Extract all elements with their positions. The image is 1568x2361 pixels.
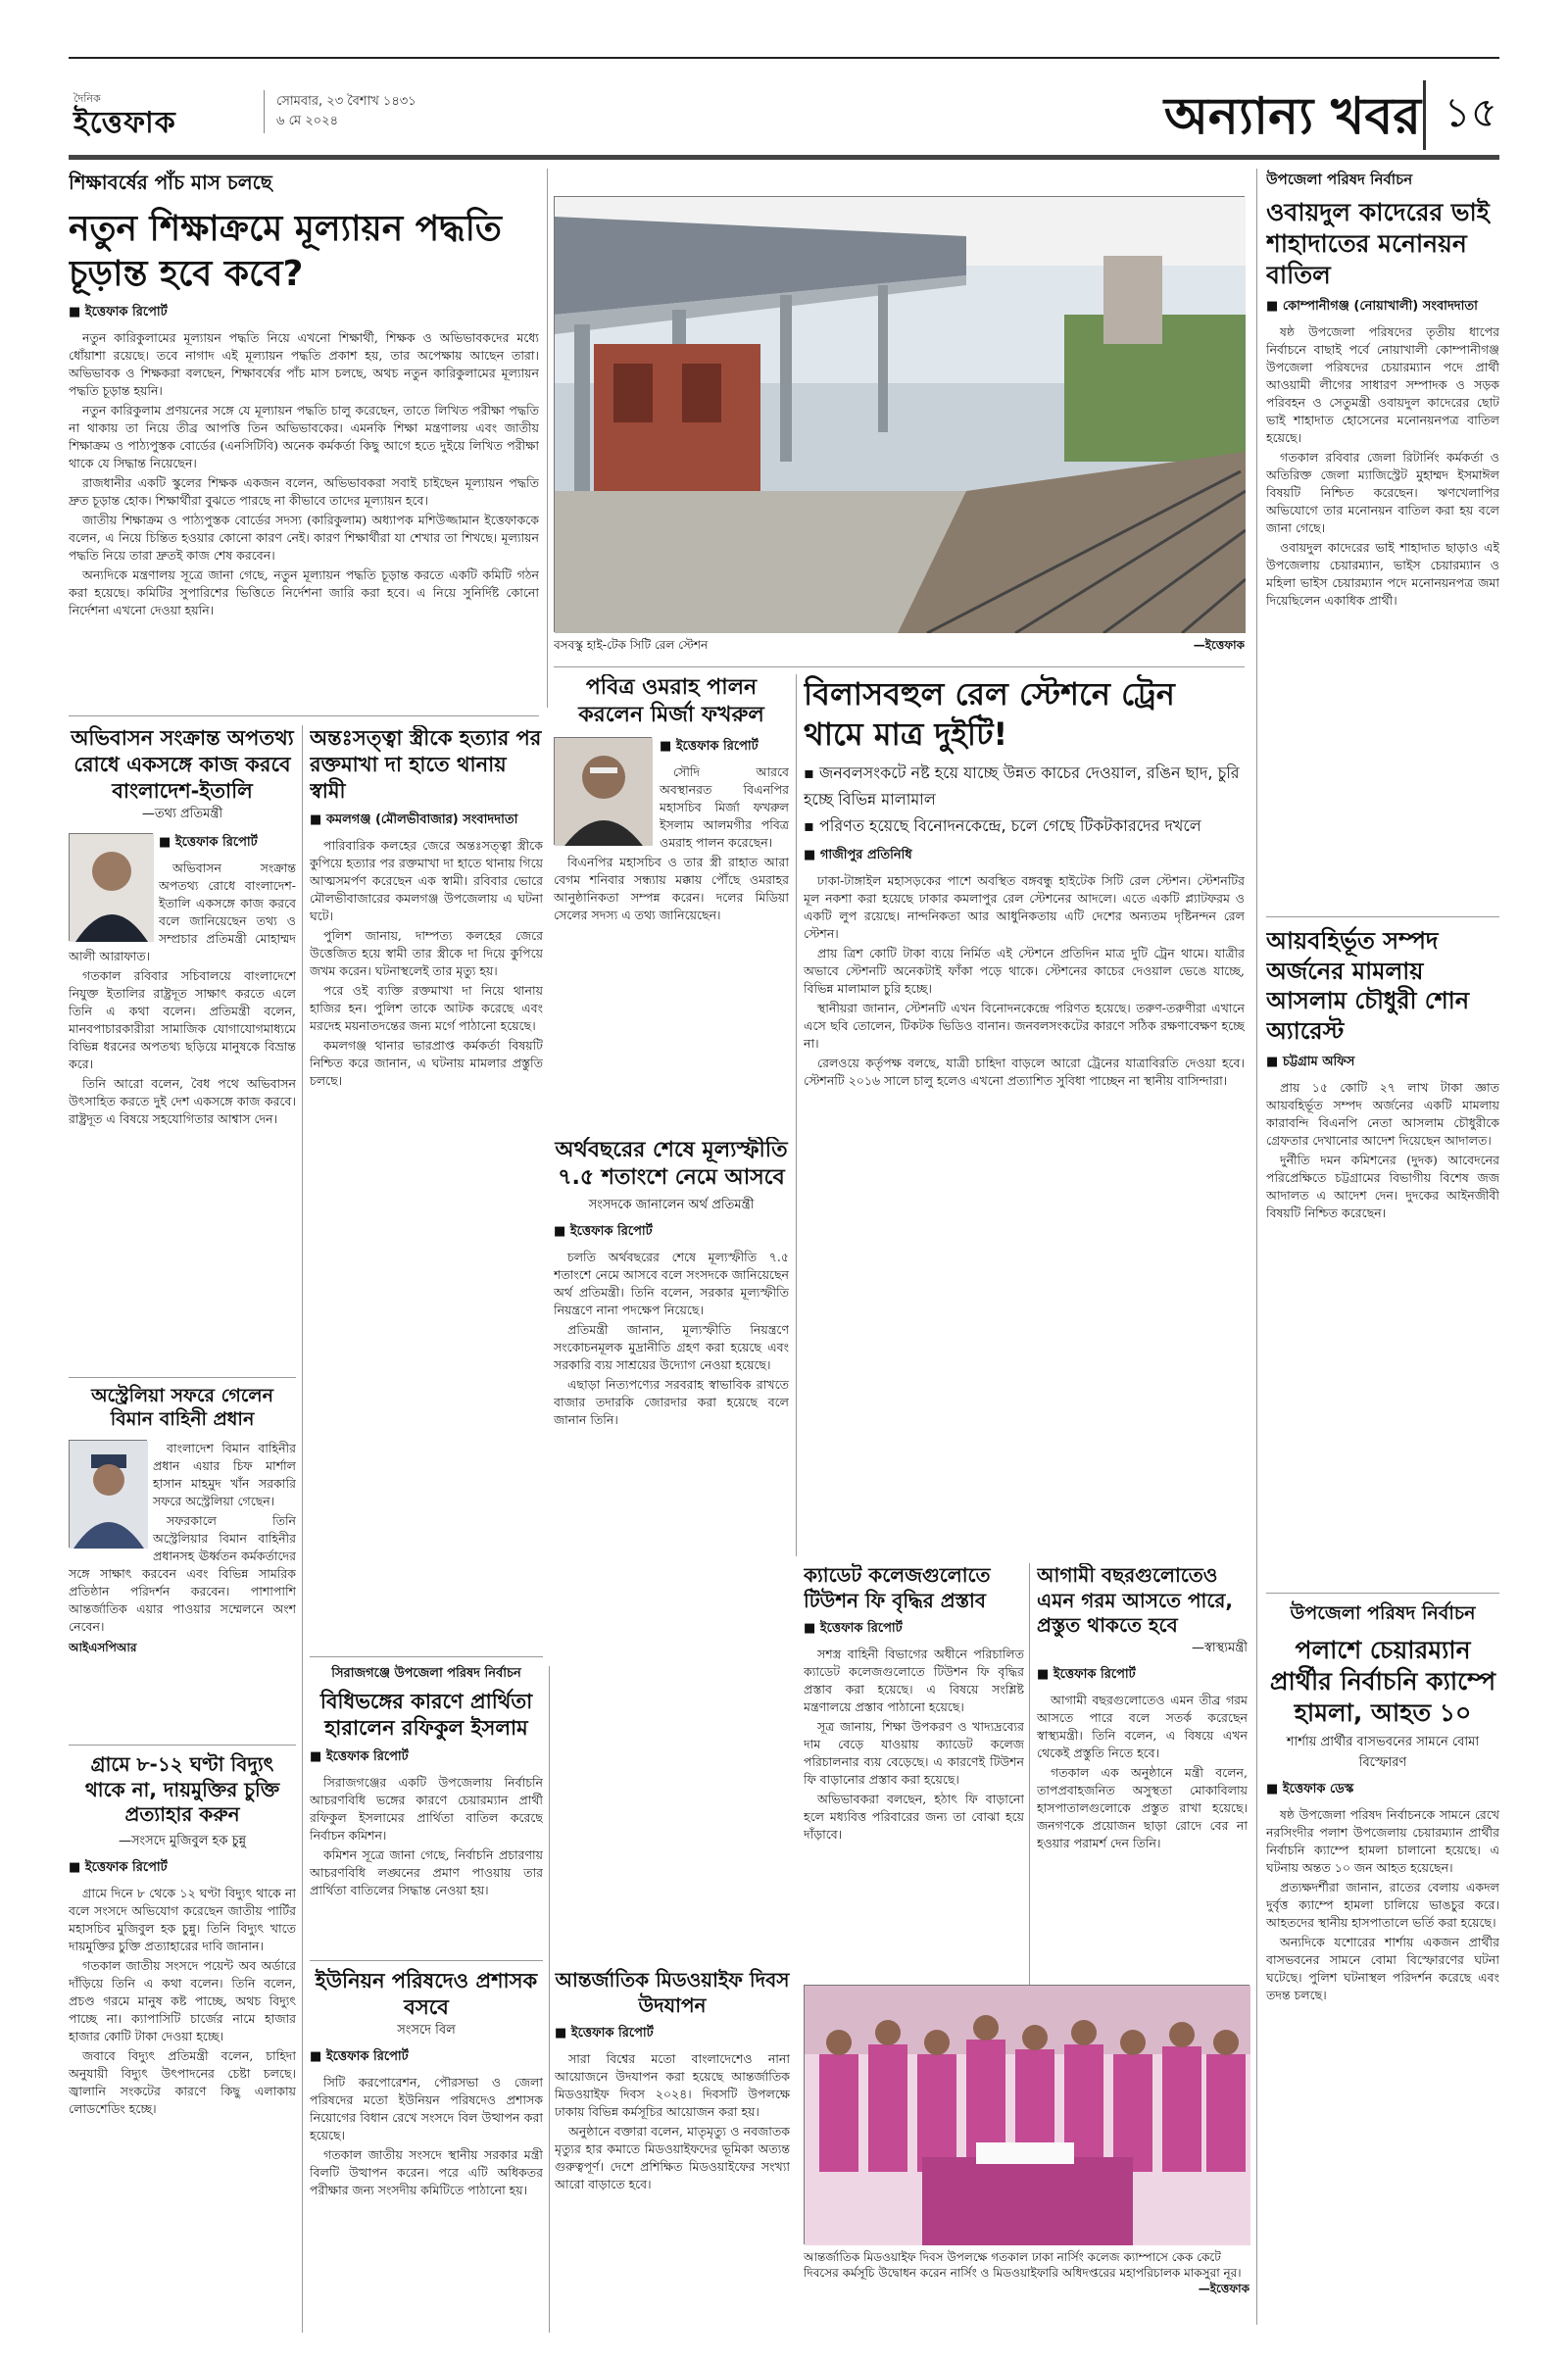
column-divider bbox=[1029, 1563, 1030, 1985]
airforce-chief-photo bbox=[69, 1440, 147, 1548]
migration-paragraph: গতকাল রবিবার সচিবালয়ে বাংলাদেশে নিযুক্ত ইতালির রাষ্ট্রদূত সাক্ষাৎ করতে এলে তিনি এ কথা বলেন। প্রতিমন্ত্রী বলেন, মানবপাচারকারীরা সামাজিক যোগাযোগমাধ্যমে বিভিন্ন ধরনের অপতথ্য ছড়িয়ে মানুষকে বিভ্রান্ত করে। bbox=[69, 967, 296, 1071]
logo-main-text: ইত্তেফাক bbox=[74, 106, 176, 140]
right-story-paragraph: ওবায়দুল কাদেরের ভাই শাহাদাত ছাড়াও এই উপজেলায় চেয়ারম্যান, ভাইস চেয়ারম্যান ও মহিলা ভাইস চেয়ারম্যান পদে মনোনয়নপত্র জমা দিয়েছিলেন একাধিক প্রার্থী। bbox=[1266, 540, 1499, 608]
migration-paragraph: তিনি আরো বলেন, বৈধ পথে অভিবাসন উৎসাহিত করতে দুই দেশ একসঙ্গে কাজ করবে। রাষ্ট্রদূত এ বিষয়ে সহযোগিতার আশ্বাস দেন। bbox=[69, 1075, 296, 1126]
midwife-photo-caption-box bbox=[804, 2249, 1250, 2328]
power-byline-text: ইত্তেফাক রিপোর্ট bbox=[84, 1859, 168, 1875]
section-divider bbox=[69, 1745, 296, 1746]
column-divider bbox=[1256, 169, 1257, 2325]
migration-story bbox=[69, 725, 296, 1372]
section-divider bbox=[310, 1656, 543, 1657]
palash-headline: পলাশে চেয়ারম্যান প্রার্থীর নির্বাচনি ক্যাম্পে হামলা, আহত ১০ bbox=[1269, 1636, 1496, 1727]
lead-byline-text: ইত্তেফাক রিপোর্ট bbox=[84, 305, 168, 320]
masthead-bottom-rule bbox=[69, 155, 1499, 160]
rail-byline: ■ গাজীপুর প্রতিনিধি bbox=[804, 847, 912, 862]
cadet-paragraph: সূত্র জানায়, শিক্ষা উপকরণ ও খাদ্যদ্রব্যের দাম বেড়ে যাওয়ায় ক্যাডেট কলেজ পরিচালনার ব্যয় বেড়েছে। এ কারণেই টিউশন ফি বাড়ানোর প্রস্তাব করা হয়েছে। bbox=[804, 1719, 1024, 1788]
rail-byline-text: গাজীপুর প্রতিনিধি bbox=[819, 847, 912, 862]
right-story-byline: ■ কোম্পানীগঞ্জ (নোয়াখালী) সংবাদদাতা bbox=[1266, 299, 1478, 314]
fakhrul-paragraph: সৌদি আরবে অবস্থানরত বিএনপির মহাসচিব মির্জা ফখরুল ইসলাম আলমগীর পবিত্র ওমরাহ পালন করেছেন। bbox=[660, 764, 789, 851]
union-headline: ইউনিয়ন পরিষদেও প্রশাসক বসবে bbox=[315, 1969, 538, 2019]
inflation-subheadline: সংসদকে জানালেন অর্থ প্রতিমন্ত্রী bbox=[588, 1198, 755, 1213]
power-headline: গ্রামে ৮-১২ ঘণ্টা বিদ্যুৎ থাকে না, দায়মুক্তির চুক্তি প্রত্যাহার করুন bbox=[84, 1752, 280, 1827]
inflation-paragraph: চলতি অর্থবছরের শেষে মূল্যস্ফীতি ৭.৫ শতাংশে নেমে আসবে বলে সংসদকে জানিয়েছেন অর্থ প্রতিমন্ত্রী। তিনি বলেন, সরকার মূল্যস্ফীতি নিয়ন্ত্রণে নানা পদক্ষেপ নিয়েছে। bbox=[554, 1250, 789, 1318]
rail-photo-caption: বসবস্কু হাই-টেক সিটি রেল স্টেশন bbox=[554, 638, 709, 652]
heat-byline: ■ ইত্তেফাক রিপোর্ট bbox=[1037, 1666, 1136, 1682]
lead-body bbox=[69, 329, 539, 619]
midwife-body bbox=[555, 2050, 790, 2193]
date-bengali: সোমবার, ২৩ বৈশাখ ১৪৩১ bbox=[276, 94, 416, 109]
section-divider bbox=[310, 1960, 543, 1961]
cadet-headline: ক্যাডেট কলেজগুলোতে টিউশন ফি বৃদ্ধির প্রস্তাব bbox=[804, 1563, 991, 1612]
masthead-top-rule bbox=[69, 57, 1499, 59]
lead-paragraph: নতুন কারিকুলাম প্রণয়নের সঙ্গে যে মূল্যায়ন পদ্ধতি চালু করেছেন, তাতে লিখিত পরীক্ষা পদ্ধতি না থাকায় তা নিয়ে তীব্র আপত্তি তিন অভিভাবকের। এমনকি শিক্ষা মন্ত্রণালয় এবং জাতীয় শিক্ষাক্রম ও পাঠ্যপুস্তক বোর্ডের (এনসিটিবি) অনেক কর্মকর্তা কিছু আগে হতে দুইয়ে লিখিত পরীক্ষা থাকে যে সিদ্ধান্ত নিয়েছেন। bbox=[69, 403, 539, 471]
midwife-byline-text: ইত্তেফাক রিপোর্ট bbox=[570, 2026, 654, 2041]
rail-bullet: ▪ জনবলসংকটে নষ্ট হয়ে যাচ্ছে উন্নত কাচের দেওয়াল, রঙিন ছাদ, চুরি হচ্ছে বিভিন্ন মালামাল bbox=[804, 761, 1245, 813]
rail-photo-caption-row bbox=[554, 637, 1245, 657]
palash-byline-text: ইত্তেফাক ডেস্ক bbox=[1282, 1782, 1354, 1796]
palash-body bbox=[1266, 1806, 1499, 2004]
murder-byline-text: কমলগঞ্জ (মৌলভীবাজার) সংবাদদাতা bbox=[325, 812, 518, 827]
fakhrul-story bbox=[554, 674, 789, 1086]
lead-paragraph: নতুন কারিকুলামের মূল্যায়ন পদ্ধতি নিয়ে এখনো শিক্ষার্থী, শিক্ষক ও অভিভাবকদের মধ্যে ধোঁয়াশা রয়েছে। তবে নাগাদ এই মূল্যায়ন পদ্ধতি প্রকাশ হয়, তার অপেক্ষায় আছেন তারা। অভিভাবক ও শিক্ষকরা বলছেন, শিক্ষাবর্ষের পাঁচ মাস চলছে, অথচ নতুন কারিকুলামের মূল্যায়ন পদ্ধতি চূড়ান্ত হয়নি। bbox=[69, 330, 539, 399]
palash-kicker: উপজেলা পরিষদ নির্বাচন bbox=[1290, 1602, 1476, 1624]
aslam-paragraph: দুর্নীতি দমন কমিশনের (দুদক) আবেদনের পরিপ্রেক্ষিতে চট্টগ্রামের বিভাগীয় বিশেষ জজ আদালত এ আদেশ দেন। দুদকের আইনজীবী বিষয়টি নিশ্চিত করেছেন। bbox=[1266, 1152, 1499, 1220]
heat-byline-text: ইত্তেফাক রিপোর্ট bbox=[1053, 1666, 1136, 1682]
union-byline: ■ ইত্তেফাক রিপোর্ট bbox=[310, 2048, 409, 2064]
murder-byline: ■ কমলগঞ্জ (মৌলভীবাজার) সংবাদদাতা bbox=[310, 812, 518, 827]
heat-subheadline: —স্বাস্থ্যমন্ত্রী bbox=[1191, 1640, 1248, 1655]
sirajganj-paragraph: কমিশন সূত্রে জানা গেছে, নির্বাচনি প্রচারণায় আচরণবিধি লঙ্ঘনের প্রমাণ পাওয়ায় তার প্রার্থিতা বাতিলের সিদ্ধান্ত নেওয়া হয়। bbox=[310, 1846, 543, 1897]
migration-subheadline: —তথ্য প্রতিমন্ত্রী bbox=[141, 806, 223, 821]
person-icon bbox=[70, 1441, 148, 1549]
page-number: ১৫ bbox=[1423, 80, 1497, 150]
fakhrul-byline: ■ ইত্তেফাক রিপোর্ট bbox=[660, 739, 759, 755]
heat-paragraph: আগামী বছরগুলোতেও এমন তীব্র গরম আসতে পারে বলে সতর্ক করেছেন স্বাস্থ্যমন্ত্রী। তিনি বলেন, এ বিষয়ে এখন থেকেই প্রস্তুতি নিতে হবে। bbox=[1037, 1692, 1248, 1760]
power-story bbox=[69, 1752, 296, 2340]
right-story-headline: ওবায়দুল কাদেরের ভাই শাহাদাতের মনোনয়ন বাতিল bbox=[1266, 198, 1490, 289]
aslam-byline: ■ চট্টগ্রাম অফিস bbox=[1266, 1054, 1355, 1069]
inflation-body bbox=[554, 1249, 789, 1429]
section-divider bbox=[554, 666, 1245, 667]
murder-body bbox=[310, 837, 543, 1090]
rail-paragraph: রেলওয়ে কর্তৃপক্ষ বলছে, যাত্রী চাহিদা বাড়লে আরো ট্রেনের যাত্রাবিরতি দেওয়া হবে। স্টেশনটি ২০১৬ সালে চালু হলেও এখনো প্রত্যাশিত সুবিধা পাচ্ছেন না স্থানীয় বাসিন্দারা। bbox=[804, 1055, 1245, 1088]
power-subheadline: —সংসদে মুজিবুল হক চুন্নু bbox=[118, 1833, 247, 1848]
arafat-photo bbox=[69, 833, 153, 941]
aslam-byline-text: চট্টগ্রাম অফিস bbox=[1282, 1054, 1355, 1069]
midwife-paragraph: সারা বিশ্বের মতো বাংলাদেশেও নানা আয়োজনে উদযাপন করা হয়েছে আন্তর্জাতিক মিডওয়াইফ দিবস ২০২৪। দিবসটি উপলক্ষে ঢাকায় বিভিন্ন কর্মসূচির আয়োজন করা হয়। bbox=[555, 2051, 790, 2120]
union-story bbox=[310, 1968, 543, 2340]
inflation-paragraph: এছাড়া নিত্যপণ্যের সরবরাহ স্বাভাবিক রাখতে বাজার তদারকি জোরদার করা হয়েছে বলে জানান তিনি। bbox=[554, 1377, 789, 1428]
cadet-byline-text: ইত্তেফাক রিপোর্ট bbox=[819, 1621, 903, 1637]
right-story-paragraph: গতকাল রবিবার জেলা রিটার্নিং কর্মকর্তা ও অতিরিক্ত জেলা ম্যাজিস্ট্রেট মুহাম্মদ ইসমাঈল বিষয়টি নিশ্চিত করেছেন। ঋণখেলাপির অভিযোগে তার মনোনয়ন বাতিল করা হয় বলে জানা গেছে। bbox=[1266, 450, 1499, 535]
migration-headline: অভিবাসন সংক্রান্ত অপতথ্য রোধে একসঙ্গে কাজ করবে বাংলাদেশ-ইতালি bbox=[71, 726, 294, 803]
section-divider bbox=[1266, 916, 1499, 917]
sirajganj-headline: বিধিভঙ্গের কারণে প্রার্থিতা হারালেন রফিকুল ইসলাম bbox=[319, 1690, 533, 1740]
lead-story bbox=[69, 169, 539, 717]
sirajganj-body bbox=[310, 1774, 543, 1899]
rail-story bbox=[804, 674, 1245, 1556]
power-byline: ■ ইত্তেফাক রিপোর্ট bbox=[69, 1859, 168, 1875]
cadet-paragraph: সশস্ত্র বাহিনী বিভাগের অধীনে পরিচালিত ক্যাডেট কলেজগুলোতে টিউশন ফি বৃদ্ধির প্রস্তাব করা হয়েছে। এ বিষয়ে সংশ্লিষ্ট মন্ত্রণালয়ে প্রস্তাব পাঠানো হয়েছে। bbox=[804, 1647, 1024, 1715]
union-paragraph: সিটি করপোরেশন, পৌরসভা ও জেলা পরিষদের মতো ইউনিয়ন পরিষদেও প্রশাসক নিয়োগের বিধান রেখে সংসদে বিল উত্থাপন করা হয়েছে। bbox=[310, 2074, 543, 2142]
airforce-paragraph: সফরকালে তিনি অস্ট্রেলিয়ার বিমান বাহিনীর প্রধানসহ ঊর্ধ্বতন কর্মকর্তাদের সঙ্গে সাক্ষাৎ করবেন এবং বিভিন্ন সামরিক প্রতিষ্ঠান পরিদর্শন করবেন। পাশাপাশি আন্তর্জাতিক এয়ার পাওয়ার সম্মেলনে অংশ নেবেন। bbox=[69, 1512, 296, 1634]
right-column-story-3 bbox=[1266, 1599, 1499, 2335]
lead-paragraph: রাজধানীর একটি স্কুলের শিক্ষক একজন বলেন, অভিভাবকরা সবাই চাইছেন মূল্যায়ন পদ্ধতি দ্রুত চূড়ান্ত হোক। শিক্ষার্থীরা বুঝতে পারছে না কীভাবে তাদের মূল্যায়ন হবে। bbox=[69, 475, 539, 509]
migration-paragraph: অভিবাসন সংক্রান্ত অপতথ্য রোধে বাংলাদেশ-ইতালি একসঙ্গে কাজ করবে বলে জানিয়েছেন তথ্য ও সম্প্রচার প্রতিমন্ত্রী মোহাম্মদ আলী আরাফাত। bbox=[69, 860, 296, 963]
power-paragraph: গতকাল জাতীয় সংসদে পয়েন্ট অব অর্ডারে দাঁড়িয়ে তিনি এ কথা বলেন। তিনি বলেন, প্রচণ্ড গরমে মানুষ কষ্ট পাচ্ছে, অথচ বিদ্যুৎ পাচ্ছে না। ক্যাপাসিটি চার্জের নামে হাজার হাজার কোটি টাকা দেওয়া হচ্ছে। bbox=[69, 1957, 296, 2043]
rail-station-photo bbox=[554, 196, 1245, 632]
lead-byline: ■ ইত্তেফাক রিপোর্ট bbox=[69, 305, 168, 320]
airforce-credit: আইএসপিআর bbox=[69, 1640, 137, 1654]
right-story-byline-text: কোম্পানীগঞ্জ (নোয়াখালী) সংবাদদাতা bbox=[1282, 299, 1478, 314]
murder-paragraph: পারিবারিক কলহের জেরে অন্তঃসত্ত্বা স্ত্রীকে কুপিয়ে হত্যার পর রক্তমাখা দা হাতে থানায় গিয়ে আত্মসমর্পণ করেছেন এক স্বামী। রবিবার ভোরে মৌলভীবাজারের কমলগঞ্জ উপজেলায় এ ঘটনা ঘটে। bbox=[310, 837, 543, 923]
logo-small-text: দৈনিক bbox=[74, 92, 101, 105]
right-story-body bbox=[1266, 323, 1499, 610]
rail-headline: বিলাসবহুল রেল স্টেশনে ট্রেন থামে মাত্র দুইটি! bbox=[804, 675, 1175, 753]
cadet-byline: ■ ইত্তেফাক রিপোর্ট bbox=[804, 1621, 903, 1637]
date-box bbox=[276, 92, 472, 131]
rail-bullet: ▪ পরিণত হয়েছে বিনোদনকেন্দ্রে, চলে গেছে টিকটকারদের দখলে bbox=[804, 813, 1245, 840]
midwife-photo-caption: আন্তর্জাতিক মিডওয়াইফ দিবস উপলক্ষে গতকাল ঢাকা নার্সিং কলেজ ক্যাম্পাসে কেক কেটে দিবসের কর্মসূচি উদ্বোধন করেন নার্সিং ও মিডওয়াইফারি অধিদপ্তরের মহাপরিচালক মাকসুরা নূর। bbox=[804, 2250, 1242, 2280]
inflation-story bbox=[554, 1137, 789, 1666]
murder-paragraph: পুলিশ জানায়, দাম্পত্য কলহের জেরে উত্তেজিত হয়ে স্বামী তার স্ত্রীকে দা দিয়ে কুপিয়ে জখম করেন। ঘটনাস্থলেই তার মৃত্যু হয়। bbox=[310, 927, 543, 978]
lead-paragraph: অন্যদিকে মন্ত্রণালয় সূত্রে জানা গেছে, নতুন মূল্যায়ন পদ্ধতি চূড়ান্ত করতে একটি কমিটি গঠন করা হয়েছে। কমিটির সুপারিশের ভিত্তিতে নির্দেশনা জারি করা হবে। এ নিয়ে সুনির্দিষ্ট কোনো নির্দেশনা এখনো দেওয়া হয়নি। bbox=[69, 567, 539, 618]
sirajganj-byline: ■ ইত্তেফাক রিপোর্ট bbox=[310, 1748, 409, 1764]
person-icon bbox=[555, 738, 653, 846]
lead-paragraph: জাতীয় শিক্ষাক্রম ও পাঠ্যপুস্তক বোর্ডের সদস্য (কারিকুলাম) অধ্যাপক মশিউজ্জামান ইত্তেফাককে বলেন, এ নিয়ে চিন্তিত হওয়ার কোনো কারণ নেই। কারণ শিক্ষার্থীরা যা শেখার তা শিখছে। মূল্যায়ন পদ্ধতি নিয়ে তারা দ্রুতই কাজ শেষ করবেন। bbox=[69, 513, 539, 564]
aslam-paragraph: প্রায় ১৫ কোটি ২৭ লাখ টাকা জ্ঞাত আয়বহির্ভূত সম্পদ অর্জনের একটি মামলায় কারাবন্দি বিএনপি নেতা আসলাম চৌধুরীকে গ্রেফতার দেখানোর আদেশ দিয়েছেন আদালত। bbox=[1266, 1079, 1499, 1148]
cadet-paragraph: অভিভাবকরা বলছেন, হঠাৎ ফি বাড়ানো হলে মধ্যবিত্ত পরিবারের জন্য তা বোঝা হয়ে দাঁড়াবে। bbox=[804, 1792, 1024, 1843]
union-body bbox=[310, 2074, 543, 2199]
power-paragraph: জবাবে বিদ্যুৎ প্রতিমন্ত্রী বলেন, চাহিদা অনুযায়ী বিদ্যুৎ উৎপাদনের চেষ্টা চলছে। জ্বালানি সংকটের কারণে কিছু এলাকায় লোডশেডিং হচ্ছে। bbox=[69, 2047, 296, 2116]
palash-paragraph: অন্যদিকে যশোরের শার্শায় একজন প্রার্থীর বাসভবনের সামনে বোমা বিস্ফোরণের ঘটনা ঘটেছে। পুলিশ ঘটনাস্থল পরিদর্শন করেছে এবং তদন্ত চলছে। bbox=[1266, 1935, 1499, 2002]
sirajganj-paragraph: সিরাজগঞ্জের একটি উপজেলায় নির্বাচনি আচরণবিধি ভঙ্গের কারণে চেয়ারম্যান প্রার্থী রফিকুল ইসলামের প্রার্থিতা বাতিল করেছে নির্বাচন কমিশন। bbox=[310, 1774, 543, 1843]
murder-paragraph: পরে ওই ব্যক্তি রক্তমাখা দা নিয়ে থানায় হাজির হন। পুলিশ তাকে আটক করেছে এবং মরদেহ ময়নাতদন্তের জন্য মর্গে পাঠানো হয়েছে। bbox=[310, 982, 543, 1033]
rail-body bbox=[804, 872, 1245, 1092]
midwife-byline: ■ ইত্তেফাক রিপোর্ট bbox=[555, 2026, 654, 2041]
lead-headline: নতুন শিক্ষাক্রমে মূল্যায়ন পদ্ধতি চূড়ান্ত হবে কবে? bbox=[69, 209, 502, 295]
rail-paragraph: স্থানীয়রা জানান, স্টেশনটি এখন বিনোদনকেন্দ্রে পরিণত হয়েছে। তরুণ-তরুণীরা এখানে এসে ছবি তোলেন, টিকটক ভিডিও বানান। জনবলসংকটের কারণে সঠিক রক্ষণাবেক্ষণ হচ্ছে না। bbox=[804, 1000, 1245, 1051]
cadet-story bbox=[804, 1563, 1024, 1975]
fakhrul-photo bbox=[554, 737, 652, 845]
murder-paragraph: কমলগঞ্জ থানার ভারপ্রাপ্ত কর্মকর্তা বিষয়টি নিশ্চিত করে জানান, এ ঘটনায় মামলার প্রস্তুতি চলছে। bbox=[310, 1037, 543, 1088]
midwife-headline: আন্তর্জাতিক মিডওয়াইফ দিবস উদযাপন bbox=[555, 1968, 790, 2017]
right-column-story-2 bbox=[1266, 926, 1499, 1602]
inflation-headline: অর্থবছরের শেষে মূল্যস্ফীতি ৭.৫ শতাংশে নেমে আসবে bbox=[555, 1138, 788, 1191]
rail-photo-credit: —ইত্তেফাক bbox=[1193, 638, 1245, 652]
midwife-paragraph: অনুষ্ঠানে বক্তারা বলেন, মাতৃমৃত্যু ও নবজাতক মৃত্যুর হার কমাতে মিডওয়াইফদের ভূমিকা অত্যন্ত গুরুত্বপূর্ণ। দেশে প্রশিক্ষিত মিডওয়াইফের সংখ্যা আরো বাড়াতে হবে। bbox=[555, 2124, 790, 2192]
sirajganj-kicker: সিরাজগঞ্জে উপজেলা পরিষদ নির্বাচন bbox=[331, 1666, 521, 1681]
sirajganj-byline-text: ইত্তেফাক রিপোর্ট bbox=[325, 1748, 409, 1764]
section-title: অন্যান্য খবর bbox=[1163, 87, 1421, 146]
midwife-day-photo bbox=[804, 1985, 1250, 2244]
section-divider bbox=[69, 1377, 296, 1378]
midwife-celebration-illustration bbox=[805, 1986, 1250, 2245]
union-subheadline: সংসদে বিল bbox=[397, 2022, 456, 2038]
airforce-headline: অস্ট্রেলিয়া সফরে গেলেন বিমান বাহিনী প্রধান bbox=[91, 1385, 273, 1431]
union-paragraph: গতকাল জাতীয় সংসদে স্থানীয় সরকার মন্ত্রী বিলটি উত্থাপন করেন। পরে এটি অধিকতর পরীক্ষার জন্য সংসদীয় কমিটিতে পাঠানো হয়। bbox=[310, 2146, 543, 2197]
column-divider bbox=[796, 674, 797, 1556]
midwife-photo-credit: —ইত্তেফাক bbox=[1198, 2282, 1250, 2295]
power-paragraph: গ্রামে দিনে ৮ থেকে ১২ ঘণ্টা বিদ্যুৎ থাকে না বলে সংসদে অভিযোগ করেছেন জাতীয় পার্টির মহাসচিব মুজিবুল হক চুন্নু। তিনি বিদ্যুৎ খাতে দায়মুক্তির চুক্তি প্রত্যাহারের দাবি জানান। bbox=[69, 1885, 296, 1953]
union-byline-text: ইত্তেফাক রিপোর্ট bbox=[325, 2048, 409, 2064]
airforce-paragraph: বাংলাদেশ বিমান বাহিনীর প্রধান এয়ার চিফ মার্শাল হাসান মাহমুদ খাঁন সরকারি সফরে অস্ট্রেলিয়া গেছেন। bbox=[153, 1440, 296, 1508]
aslam-headline: আয়বহির্ভূত সম্পদ অর্জনের মামলায় আসলাম চৌধুরী শোন অ্যারেস্ট bbox=[1266, 927, 1470, 1046]
cadet-body bbox=[804, 1646, 1024, 1844]
palash-subheadline: শার্শায় প্রার্থীর বাসভবনের সামনে বোমা বিস্ফোরণ bbox=[1286, 1735, 1480, 1770]
column-divider bbox=[549, 1666, 550, 2333]
section-divider bbox=[69, 715, 539, 716]
inflation-byline-text: ইত্তেফাক রিপোর্ট bbox=[569, 1224, 653, 1240]
inflation-paragraph: প্রতিমন্ত্রী জানান, মূল্যস্ফীতি নিয়ন্ত্রণে সংকোচনমূলক মুদ্রানীতি গ্রহণ করা হয়েছে এবং সরকারি ব্যয় সাশ্রয়ের উদ্যোগ নেওয়া হয়েছে। bbox=[554, 1322, 789, 1373]
column-divider bbox=[547, 169, 548, 708]
fakhrul-headline: পবিত্র ওমরাহ পালন করলেন মির্জা ফখরুল bbox=[578, 675, 764, 728]
airforce-story bbox=[69, 1384, 296, 1737]
palash-paragraph: ষষ্ঠ উপজেলা পরিষদ নির্বাচনকে সামনে রেখে নরসিংদীর পলাশ উপজেলায় চেয়ারম্যান প্রার্থীর নির্বাচনি ক্যাম্পে হামলা চালানো হয়েছে। এ ঘটনায় অন্তত ১০ জন আহত হয়েছেন। bbox=[1266, 1807, 1499, 1875]
murder-headline: অন্তঃসত্ত্বা স্ত্রীকে হত্যার পর রক্তমাখা দা হাতে থানায় স্বামী bbox=[310, 726, 542, 803]
fakhrul-paragraph: বিএনপির মহাসচিব ও তার স্ত্রী রাহাত আরা বেগম শনিবার সন্ধ্যায় মক্কায় পৌঁছে ওমরাহর আনুষ্ঠানিকতা সম্পন্ন করেন। দলের মিডিয়া সেলের সদস্য এ তথ্য জানিয়েছেন। bbox=[554, 855, 789, 923]
rail-paragraph: প্রায় ত্রিশ কোটি টাকা ব্যয়ে নির্মিত এই স্টেশনে প্রতিদিন মাত্র দুটি ট্রেন থামে। যাত্রীর অভাবে স্টেশনটি অনেকটাই ফাঁকা পড়ে থাকে। স্টেশনের কাচের দেওয়াল ভেঙে যাচ্ছে, বিভিন্ন মালামাল চুরি হচ্ছে। bbox=[804, 945, 1245, 996]
right-story-kicker: উপজেলা পরিষদ নির্বাচন bbox=[1266, 171, 1413, 188]
palash-byline: ■ ইত্তেফাক ডেস্ক bbox=[1266, 1782, 1354, 1796]
palash-paragraph: প্রত্যক্ষদর্শীরা জানান, রাতের বেলায় একদল দুর্বৃত্ত ক্যাম্পে হামলা চালিয়ে ভাঙচুর করে। আহতদের স্থানীয় হাসপাতালে ভর্তি করা হয়েছে। bbox=[1266, 1880, 1499, 1930]
rail-paragraph: ঢাকা-টাঙ্গাইল মহাসড়কের পাশে অবস্থিত বঙ্গবন্ধু হাইটেক সিটি রেল স্টেশন। স্টেশনটির মূল নকশা করা হয়েছে ঢাকার কমলাপুর রেল স্টেশনের আদলে। এতে একটি প্ল্যাটফরম ও একটি লুপ রয়েছে। নান্দনিকতা আর আধুনিকতায় এটি দেশের অন্যতম দৃষ্টিনন্দন রেল স্টেশন। bbox=[804, 872, 1245, 941]
aslam-body bbox=[1266, 1079, 1499, 1222]
migration-byline-text: ইত্তেফাক রিপোর্ট bbox=[174, 834, 258, 850]
heat-body bbox=[1037, 1692, 1248, 1852]
heat-story bbox=[1037, 1563, 1248, 1975]
inflation-byline: ■ ইত্তেফাক রিপোর্ট bbox=[554, 1224, 653, 1240]
newspaper-logo bbox=[74, 90, 265, 140]
right-column-story-1 bbox=[1266, 169, 1499, 923]
murder-story bbox=[310, 725, 543, 1705]
date-english: ৬ মে ২০২৪ bbox=[276, 114, 339, 128]
power-body bbox=[69, 1885, 296, 2118]
person-icon bbox=[70, 834, 154, 942]
heat-headline: আগামী বছরগুলোতেও এমন গরম আসতে পারে, প্রস্তুত থাকতে হবে bbox=[1037, 1563, 1233, 1638]
migration-byline: ■ ইত্তেফাক রিপোর্ট bbox=[159, 834, 258, 850]
heat-paragraph: গতকাল এক অনুষ্ঠানে মন্ত্রী বলেন, তাপপ্রবাহজনিত অসুস্থতা মোকাবিলায় হাসপাতালগুলোকে প্রস্তুত রাখা হয়েছে। জনগণকে প্রয়োজন ছাড়া রোদে বের না হওয়ার পরামর্শ দেন তিনি। bbox=[1037, 1764, 1248, 1850]
lead-kicker: শিক্ষাবর্ষের পাঁচ মাস চলছে bbox=[69, 171, 272, 194]
midwife-story bbox=[555, 1968, 790, 2350]
column-divider bbox=[302, 725, 303, 2333]
section-divider bbox=[1266, 1593, 1499, 1594]
rail-station-illustration bbox=[555, 197, 1246, 633]
fakhrul-byline-text: ইত্তেফাক রিপোর্ট bbox=[675, 739, 759, 755]
right-story-paragraph: ষষ্ঠ উপজেলা পরিষদের তৃতীয় ধাপের নির্বাচনে বাছাই পর্বে নোয়াখালী কোম্পানীগঞ্জ উপজেলা পরিষদের চেয়ারম্যান পদে প্রার্থী আওয়ামী লীগের সাধারণ সম্পাদক ও সড়ক পরিবহন ও সেতুমন্ত্রী ওবায়দুল কাদেরের ছোট ভাই শাহাদাত হোসেনের মনোনয়নপত্র বাতিল হয়েছে। bbox=[1266, 324, 1499, 445]
